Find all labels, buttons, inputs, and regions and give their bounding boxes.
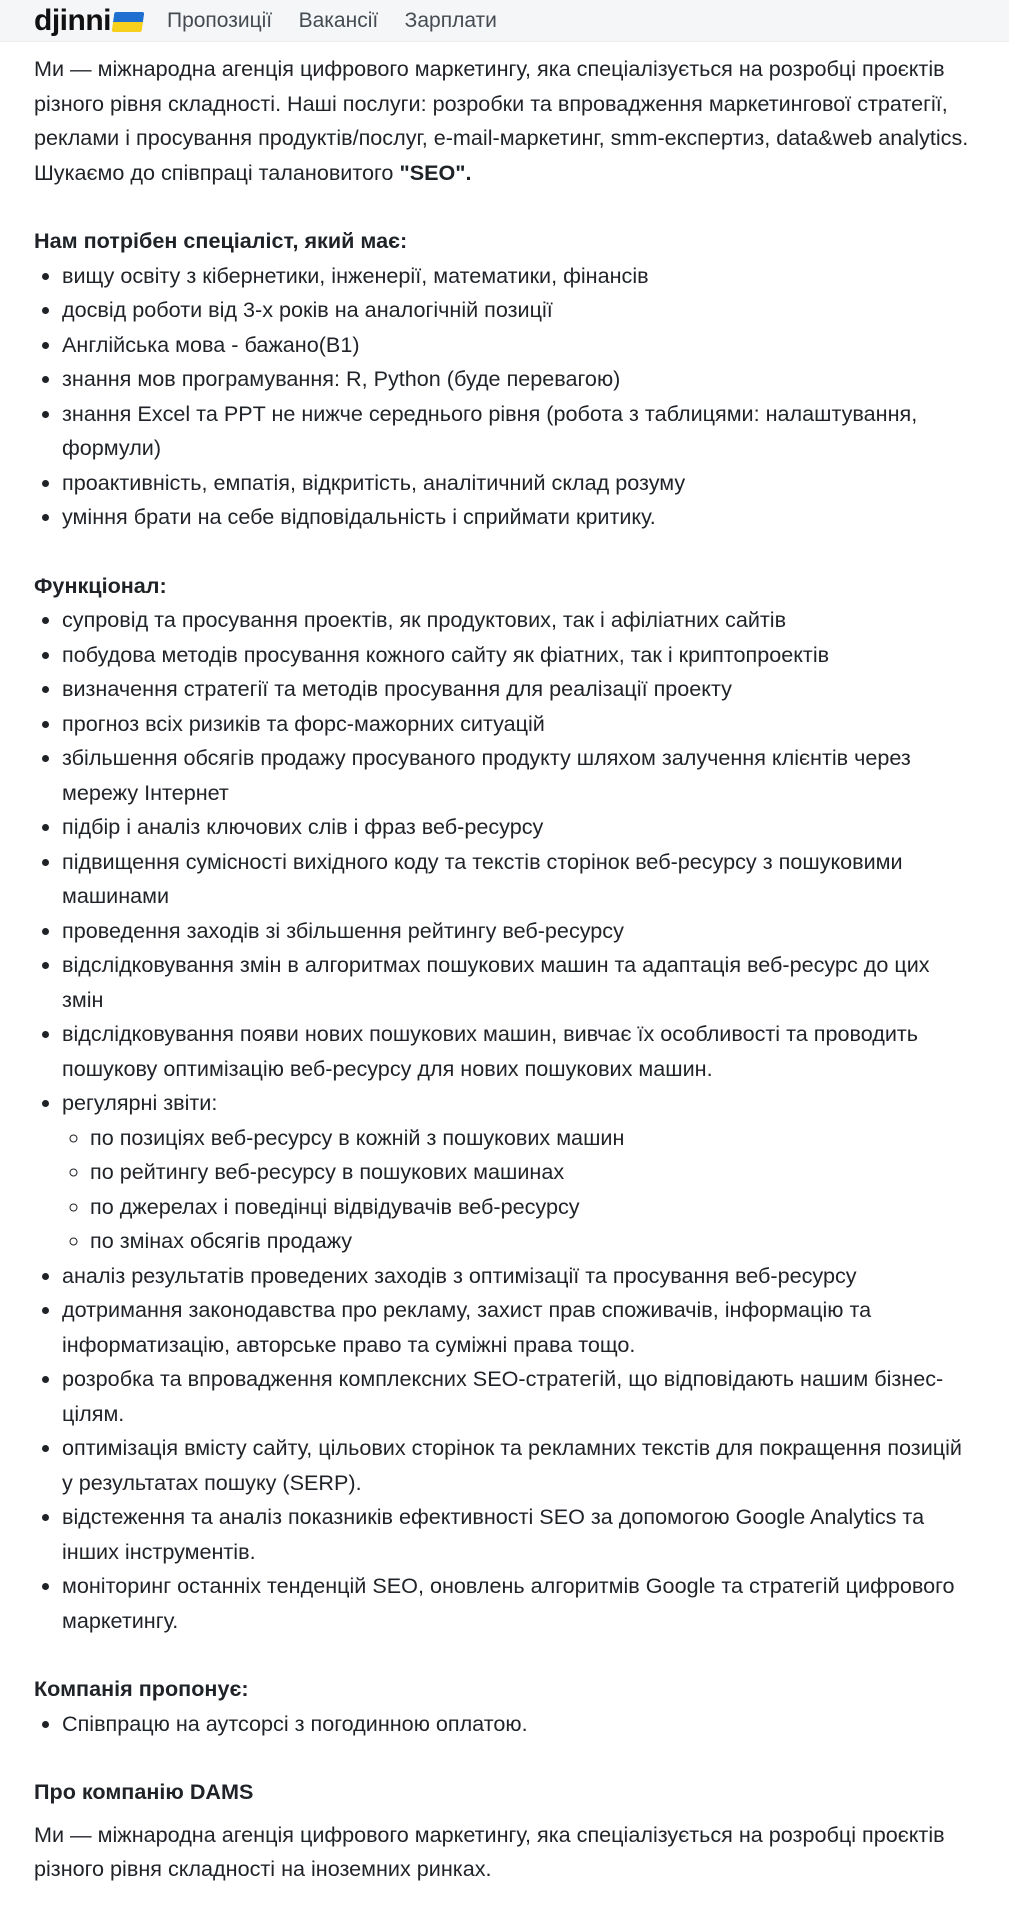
list-item: • дотримання законодавства про рекламу, захист прав споживачів, інформацію та інформатизацію, авторське право та суміжні права тощо. bbox=[62, 1293, 975, 1362]
list-item: • прогноз всіх ризиків та форс-мажорних ситуацій bbox=[62, 707, 975, 742]
list-item: • оптимізація вмісту сайту, цільових сторінок та рекламних текстів для покращення позицій у результатах пошуку (SERP). bbox=[62, 1431, 975, 1500]
list-item: • збільшення обсягів продажу просуваного продукту шляхом залучення клієнтів через мережу Інтернет bbox=[62, 741, 975, 810]
requirements-heading: Нам потрібен спеціаліст, який має: bbox=[34, 228, 408, 253]
functions-heading: Функціонал: bbox=[34, 572, 167, 598]
list-item: • аналіз результатів проведених заходів з оптимізації та просування веб-ресурсу bbox=[62, 1259, 975, 1294]
seeking-line bbox=[34, 156, 975, 191]
list-item: • вищу освіту з кібернетики, інженерії, математики, фінансів bbox=[62, 259, 975, 294]
list-item: • знання мов програмування: R, Python (буде перевагою) bbox=[62, 362, 975, 397]
list-item: • відстеження та аналіз показників ефективності SEO за допомогою Google Analytics та інших інструментів. bbox=[62, 1500, 975, 1569]
list-item: ◦ по позиціях веб-ресурсу в кожній з пошукових машин bbox=[90, 1121, 975, 1156]
main-nav bbox=[167, 9, 519, 33]
top-navigation-bar bbox=[0, 0, 1009, 42]
logo-text: djinni bbox=[34, 3, 111, 37]
list-item: • уміння брати на себе відповідальність і сприймати критику. bbox=[62, 500, 975, 535]
list-item: • досвід роботи від 3-х років на аналогічній позиції bbox=[62, 293, 975, 328]
list-item: • підбір і аналіз ключових слів і фраз веб-ресурсу bbox=[62, 810, 975, 845]
list-item: • визначення стратегії та методів просування для реалізації проекту bbox=[62, 672, 975, 707]
job-description bbox=[0, 42, 1009, 1887]
list-item: ◦ по змінах обсягів продажу bbox=[90, 1224, 975, 1259]
ukraine-flag-icon bbox=[112, 12, 145, 32]
reports-list bbox=[62, 1121, 975, 1259]
seeking-position: "SEO". bbox=[399, 159, 472, 185]
list-item: • проведення заходів зі збільшення рейтингу веб-ресурсу bbox=[62, 914, 975, 949]
requirements-list bbox=[34, 259, 975, 535]
list-item: • відслідковування змін в алгоритмах пошукових машин та адаптація веб-ресурс до цих змін bbox=[62, 948, 975, 1017]
seeking-text: Шукаємо до співпраці талановитого bbox=[34, 159, 400, 185]
about-company-heading: Про компанію DAMS bbox=[34, 1779, 254, 1804]
list-item: • знання Excel та PPT не нижче середнього рівня (робота з таблицями: налаштування, формули) bbox=[62, 397, 975, 466]
about-company-paragraph: Ми — міжнародна агенція цифрового маркетингу, яка спеціалізується на розробці проєктів різного рівня складності на іноземних ринках. bbox=[34, 1821, 945, 1881]
list-item: • Англійська мова - бажано(B1) bbox=[62, 328, 975, 363]
list-item: ◦ по рейтингу веб-ресурсу в пошукових машинах bbox=[90, 1155, 975, 1190]
list-item: • проактивність, емпатія, відкритість, аналітичний склад розуму bbox=[62, 466, 975, 501]
list-item: • відслідковування появи нових пошукових машин, вивчає їх особливості та проводить пошукову оптимізацію веб-ресурсу для нових пошукових машин. bbox=[62, 1017, 975, 1086]
reports-label: регулярні звіти: bbox=[62, 1090, 218, 1115]
intro-paragraph: Ми — міжнародна агенція цифрового маркетингу, яка спеціалізується на розробці проєктів різного рівня складності. Наші послуги: розробки та впровадження маркетингової стратегії, реклами і просування продуктів/послуг, e-mail-маркетинг, smm-експертиз, data&web analytics. bbox=[34, 56, 969, 150]
nav-link-jobs[interactable]: Вакансії bbox=[298, 8, 379, 32]
list-item: • моніторинг останніх тенденцій SEO, оновлень алгоритмів Google та стратегій цифрового маркетингу. bbox=[62, 1569, 975, 1638]
list-item: • підвищення сумісності вихідного коду та текстів сторінок веб-ресурсу з пошуковими машинами bbox=[62, 845, 975, 914]
list-item: • розробка та впровадження комплексних SEO-стратегій, що відповідають нашим бізнес-цілям. bbox=[62, 1362, 975, 1431]
list-item: ◦ по джерелах і поведінці відвідувачів веб-ресурсу bbox=[90, 1190, 975, 1225]
offer-heading: Компанія пропонує: bbox=[34, 1676, 249, 1701]
list-item bbox=[62, 1086, 975, 1259]
nav-link-salaries[interactable]: Зарплати bbox=[404, 8, 497, 32]
list-item: • супровід та просування проектів, як продуктових, так і афіліатних сайтів bbox=[62, 603, 975, 638]
nav-link-offers[interactable]: Пропозиції bbox=[166, 8, 273, 32]
offer-list bbox=[34, 1707, 975, 1742]
djinni-logo[interactable] bbox=[34, 4, 143, 38]
list-item: • Співпрацю на аутсорсі з погодинною оплатою. bbox=[62, 1707, 975, 1742]
functions-list bbox=[34, 603, 975, 1638]
list-item: • побудова методів просування кожного сайту як фіатних, так і криптопроектів bbox=[62, 638, 975, 673]
